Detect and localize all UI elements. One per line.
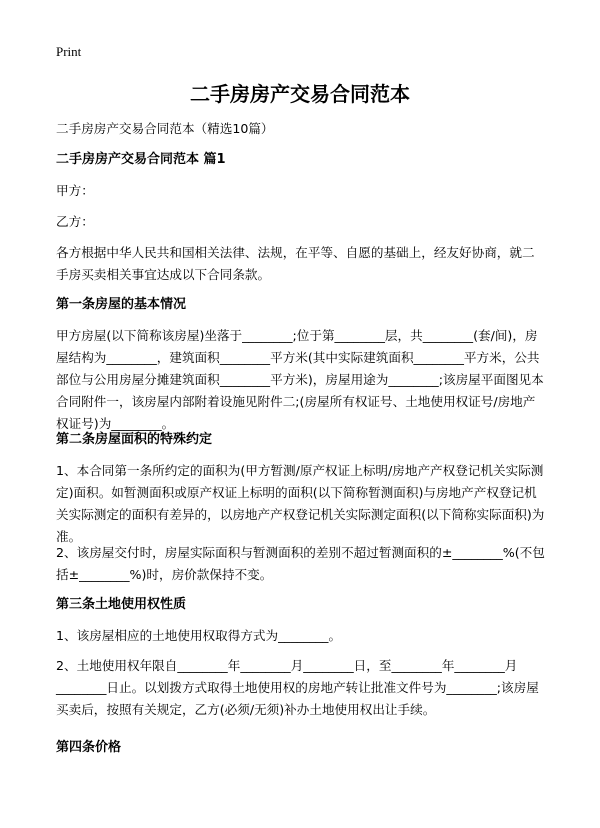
party-a-label: 甲方： (56, 183, 94, 198)
article-3-clause-1: 1、该房屋相应的土地使用权取得方式为________。 (56, 628, 342, 643)
section-title: 二手房房产交易合同范本 篇1 (56, 152, 226, 167)
article-2-clause-2: 2、该房屋交付时，房屋实际面积与暂测面积的差别不超过暂测面积的±________%(不包括±________%)时，房价款保持不变。 (56, 545, 545, 582)
article-3-clause-2: 2、土地使用权年限自________年________月________日，至________年________月________日止。以划拨方式取得土地使用权的房地产转让批准文件号为________;该房屋买卖后，按照有关规定，乙方(必须/无须)补办土地使用权出让手续。 (56, 658, 539, 717)
party-b-label: 乙方： (56, 214, 94, 229)
print-link[interactable]: Print (56, 44, 82, 59)
intro-paragraph: 各方根据中华人民共和国相关法律、法规，在平等、自愿的基础上，经友好协商，就二手房买卖相关事宜达成以下合同条款。 (56, 245, 535, 282)
document-subtitle: 二手房房产交易合同范本（精选10篇） (56, 121, 274, 136)
article-2-heading: 第二条房屋面积的特殊约定 (56, 432, 213, 447)
article-3-heading: 第三条土地使用权性质 (56, 597, 187, 612)
article-4-heading: 第四条价格 (56, 740, 122, 755)
article-1-body: 甲方房屋(以下简称该房屋)坐落于________;位于第________层，共________(套/间)，房屋结构为________，建筑面积________平方米(其中实际建筑面积________平方米，公共部位与公用房屋分摊建筑面积________平方米)，房屋用途为________;该房屋平面图见本合同附件一，该房屋内部附着设施见附件二;(房屋所有权证号、土地使用权证号/房地产权证号)为________。 (56, 328, 544, 431)
article-1-heading: 第一条房屋的基本情况 (56, 297, 187, 312)
article-2-clause-1: 1、本合同第一条所约定的面积为(甲方暂测/原产权证上标明/房地产产权登记机关实际测定)面积。如暂测面积或原产权证上标明的面积(以下简称暂测面积)与房地产产权登记机关实际测定的面积有差异的，以房地产产权登记机关实际测定面积(以下简称实际面积)为准。 (56, 463, 545, 544)
document-title: 二手房房产交易合同范本 (190, 82, 410, 106)
